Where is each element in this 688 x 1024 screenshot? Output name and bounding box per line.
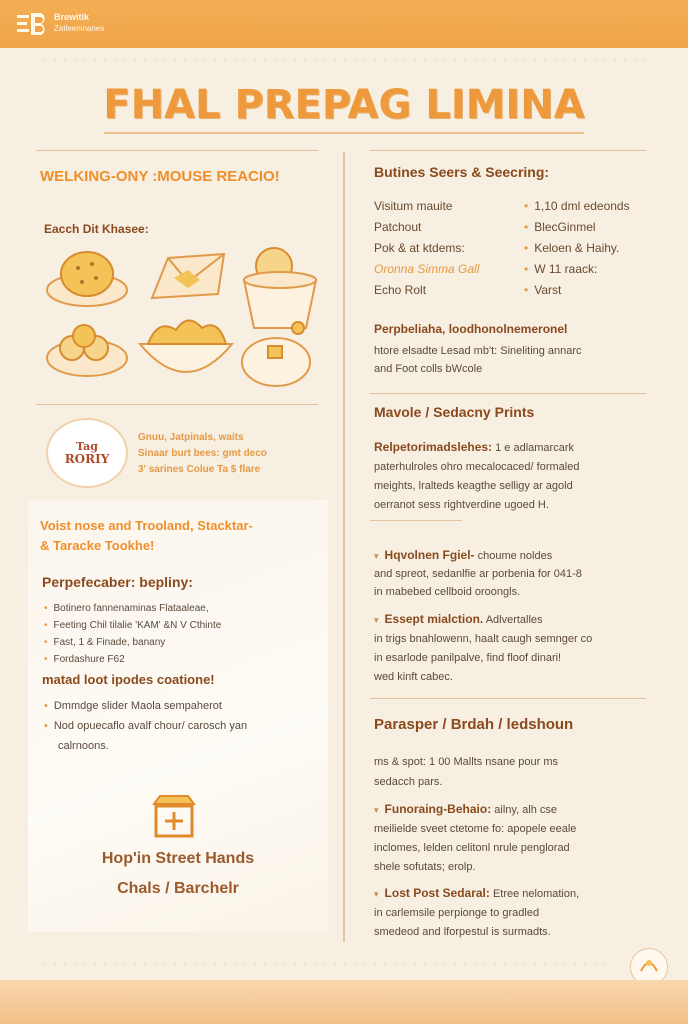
footer-stripe bbox=[0, 980, 688, 1024]
badge-line-2: RORIY bbox=[64, 452, 110, 466]
mavole-heading: Mavole / Sedacny Prints bbox=[374, 404, 535, 420]
matad-list bbox=[44, 696, 247, 756]
list-item: • 1,10 dml edeonds bbox=[524, 196, 630, 217]
badge-line-1: Tag bbox=[76, 440, 98, 453]
list-item: Patchout bbox=[374, 220, 422, 234]
wrap-food-icon bbox=[148, 248, 230, 313]
matad-heading: matad loot ipodes coatione! bbox=[42, 672, 215, 687]
each-heading: Eacch Dit Khasee: bbox=[44, 222, 149, 236]
essept-block: ▾ Essept mialction. Adlvertalles in trigs bnahlowenn, haalt caugh semnger co in esarlode panilpalve, find floof dinari! wed kinft cabec. bbox=[374, 610, 592, 687]
hqv-block: ▾ Hqvolnen Fgiel- choume noldes and spreot, sedanlfie ar porbenia for 041-8 in mabebed cellboid oroongls. bbox=[374, 546, 582, 601]
decorative-dots bbox=[40, 962, 610, 966]
cookie-plate-icon bbox=[44, 246, 130, 317]
divider bbox=[370, 520, 462, 521]
list-item: • BlecGinmel bbox=[524, 217, 630, 238]
decorative-dots bbox=[40, 58, 648, 62]
street-hands-label: Hop'in Street Hands bbox=[101, 850, 255, 867]
parasper-heading: Parasper / Brdah / ledshoun bbox=[374, 716, 574, 733]
divider bbox=[370, 150, 646, 151]
coconut-drink-icon bbox=[238, 318, 320, 395]
perpef-list bbox=[44, 600, 221, 668]
lost-block: ▾ Lost Post Sedaral: Etree nelomation, in carlemsile perpionge to gradled smedeod and lforpestul is surmadts. bbox=[374, 884, 579, 942]
relpet-block: Relpetorimadslehes: 1 e adlamarcark paterhulroles ohro mecalocaced/ formaled meights, lralteds keagthe selligy ar agold oerranot sess rightverdine ugoed H. bbox=[374, 440, 580, 511]
list-item: • Keloen & Haihy. bbox=[524, 238, 630, 259]
list-item: Pok & at ktdems: bbox=[374, 241, 465, 255]
divider bbox=[36, 404, 318, 405]
brand-logo-icon bbox=[16, 10, 52, 38]
list-item: • Botinero fannenaminas Flataaleae, bbox=[44, 600, 221, 617]
list-item: Visitum mauite bbox=[374, 199, 453, 213]
perpef-heading: Perpefecaber: bepliny: bbox=[42, 574, 193, 590]
promo-text: Gnuu, Jatpinals, waits Sinaar burt bees: gmt deco 3' sarines Colue Ta $ flare bbox=[138, 432, 267, 475]
brand-badge bbox=[46, 418, 128, 488]
noodle-bowl-icon bbox=[136, 310, 236, 393]
dumplings-plate-icon bbox=[44, 316, 130, 387]
page-title: FHAL PREPAG LIMINA bbox=[103, 82, 585, 128]
list-item: • W 11 raack: bbox=[524, 259, 630, 280]
list-item-continued: calrnoons. bbox=[58, 740, 109, 752]
violet-heading: Voist nose and Trooland, Stacktar- & Taracke Tookhe! bbox=[40, 518, 253, 553]
divider bbox=[370, 698, 646, 699]
top-header-bar bbox=[0, 0, 688, 48]
perp-heading: Perpbeliaha, loodhonolnemeronel bbox=[374, 322, 568, 336]
food-stall-icon bbox=[152, 794, 196, 845]
column-divider bbox=[343, 152, 345, 942]
list-item: Echo Rolt bbox=[374, 283, 427, 297]
divider bbox=[370, 393, 646, 394]
title-underline bbox=[104, 132, 584, 134]
list-item: • Dmmdge slider Maola sempaherot bbox=[44, 696, 247, 716]
list-item: • Feeting Chil tilalie 'KAM' &N V Cthinte bbox=[44, 617, 221, 634]
service-list-right bbox=[524, 196, 630, 301]
list-item: • Fordashure F62 bbox=[44, 651, 221, 668]
perp-text: htore elsadte Lesad mb't: Sineliting annarc and Foot colls bWcole bbox=[374, 345, 582, 375]
list-item: • Varst bbox=[524, 280, 630, 301]
chals-label: Chals / Barchelr bbox=[117, 880, 239, 897]
service-list-left bbox=[374, 196, 479, 301]
left-headline: WELKING-ONY :MOUSE REACIO! bbox=[40, 168, 280, 185]
divider bbox=[36, 150, 318, 151]
list-item: • Nod opuecaflo avalf chour/ carosch yan bbox=[44, 716, 247, 736]
list-item: Oronna Simma Gall bbox=[374, 262, 480, 276]
business-heading: Butines Seers & Seecring: bbox=[374, 164, 550, 180]
brand-name: Brewitik Zatleeninanes bbox=[54, 12, 105, 33]
funor-block: ▾ Funoraing-Behaio: ailny, alh cse meilielde sveet ctetome fo: apopele eeale inclomes, lelden celitonl nrule penglorad shele sofutats; erolp. bbox=[374, 800, 576, 877]
list-item: • Fast, 1 & Finade, banany bbox=[44, 634, 221, 651]
parasper-text: ms & spot: 1 00 Mallts nsane pour ms sedacch pars. bbox=[374, 756, 559, 788]
